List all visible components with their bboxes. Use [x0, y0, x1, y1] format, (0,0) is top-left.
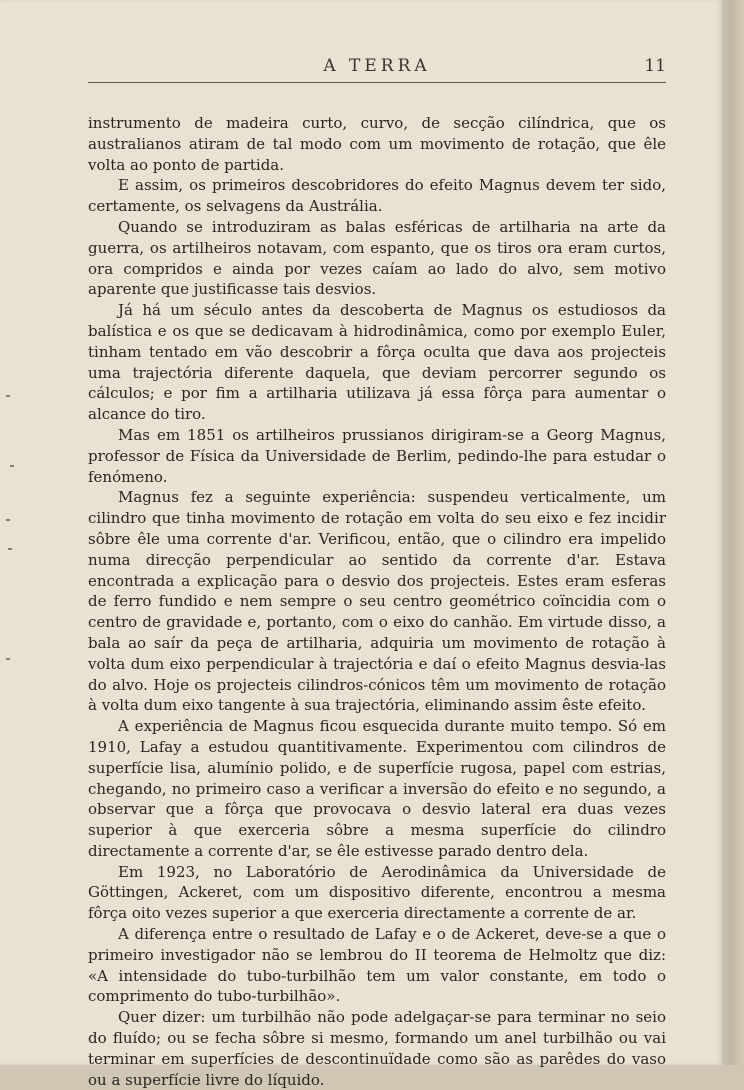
page-number: 11: [644, 56, 666, 76]
paragraph: Em 1923, no Laboratório de Aerodinâmica da Universidade de Göttingen, Ackeret, com um dispositivo diferente, encontrou a mesma fôrça oito vezes superior a que exerceria directamente a corrente de ar.: [88, 862, 666, 923]
paragraph: Quer dizer: um turbilhão não pode adelgaçar-se para terminar no seio do fluído; ou se fecha sôbre si mesmo, formando um anel turbilhão ou vai terminar em superfícies de descontinuïdade como são as parêdes do vaso ou a superfície livre do líquido.: [88, 1008, 666, 1089]
margin-mark: [8, 548, 12, 550]
paragraph: instrumento de madeira curto, curvo, de secção cilíndrica, que os australianos atiram de tal modo com um movimento de rotação, que êle volta ao ponto de partida.: [88, 114, 666, 174]
body-text: [88, 113, 666, 1090]
margin-mark: [10, 465, 14, 467]
running-title: A TERRA: [323, 56, 431, 76]
page-edge: [722, 0, 744, 1065]
header-rule: [88, 82, 666, 83]
paragraph: A experiência de Magnus ficou esquecida durante muito tempo. Só em 1910, Lafay a estudou quantitivamente. Experimentou com cilindros de superfície lisa, alumínio polido, e de superfície rugosa, papel com estrias, chegando, no primeiro caso a verificar a inversão do efeito e no segundo, a observar que a fôrça que provocava o desvio lateral era duas vezes superior à que exerceria sôbre a mesma superfície do cilindro directamente a corrente d'ar, se êle estivesse parado dentro dela.: [88, 717, 666, 860]
margin-mark: [6, 658, 10, 660]
paragraph: Magnus fez a seguinte experiência: suspendeu verticalmente, um cilindro que tinha movimento de rotação em volta do seu eixo e fez incidir sôbre êle uma corrente d'ar. Verificou, então, que o cilindro era impelido numa direcção perpendicular ao sentido da corrente d'ar. Estava encontrada a explicação para o desvio dos projecteis. Estes eram esferas de ferro fundido e nem sempre o seu centro geométrico coïncidia com o centro de gravidade e, portanto, com o eixo do canhão. Em virtude disso, a bala ao saír da peça de artilharia, adquiria um movimento de rotação à volta dum eixo perpendicular à trajectória e daí o efeito Magnus desvia-las do alvo. Hoje os projecteis cilindros-cónicos têm um movimento de rotação à volta dum eixo tangente à sua trajectória, eliminando assim êste efeito.: [88, 488, 666, 715]
paragraph: A diferença entre o resultado de Lafay e o de Ackeret, deve-se a que o primeiro investigador não se lembrou do II teorema de Helmoltz que diz: «A intensidade do tubo-turbilhão tem um valor constante, em todo o comprimento do tubo-turbilhão».: [88, 925, 666, 1006]
paragraph: Quando se introduziram as balas esféricas de artilharia na arte da guerra, os artilheiros notavam, com espanto, que os tiros ora eram curtos, ora compridos e ainda por vezes caíam ao lado do alvo, sem motivo aparente que justificasse tais desvios.: [88, 217, 666, 299]
paragraph: E assim, os primeiros descobridores do efeito Magnus devem ter sido, certamente, os selvagens da Austrália.: [88, 176, 666, 216]
margin-mark: [6, 519, 10, 521]
paragraph: Já há um século antes da descoberta de Magnus os estudiosos da balística e os que se dedicavam à hidrodinâmica, como por exemplo Euler, tinham tentado em vão descobrir a fôrça oculta que dava aos projecteis uma trajectória diferente daquela, que deviam percorrer segundo os cálculos; e por fim a artilharia utilizava já essa fôrça para aumentar o alcance do tiro.: [88, 301, 666, 424]
paragraph: Mas em 1851 os artilheiros prussianos dirigiram-se a Georg Magnus, professor de Física da Universidade de Berlim, pedindo-lhe para estudar o fenómeno.: [88, 425, 666, 486]
margin-mark: [6, 395, 10, 397]
